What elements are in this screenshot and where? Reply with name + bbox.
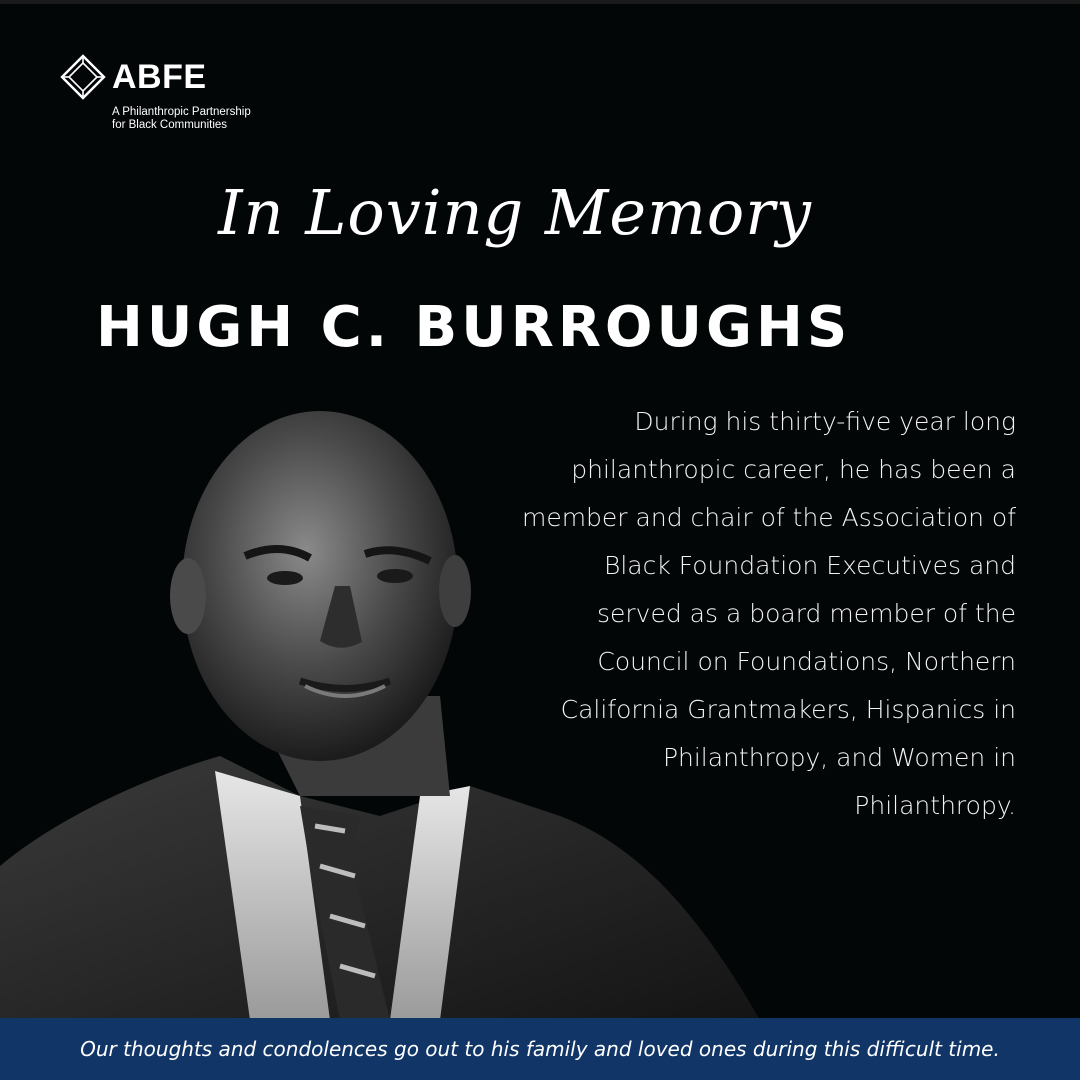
logo-tagline-line-1: A Philanthropic Partnership — [112, 106, 251, 118]
in-loving-memory-heading: In Loving Memory — [218, 176, 812, 249]
biography-text: During his thirty-five year long philanthropic career, he has been a member and chair of the Association of Black Foundation Executives and served as a board member of the Council on Foundations, Northern California Grantmakers, Hispanics in Philanthropy, and Women in Philanthropy. — [521, 407, 1016, 820]
abfe-logo — [60, 52, 280, 132]
logo-tagline — [112, 106, 312, 132]
condolence-banner — [0, 1018, 1080, 1080]
logo-tagline-line-2: for Black Communities — [112, 119, 228, 131]
condolence-message: Our thoughts and condolences go out to his family and loved ones during this difficult time. — [80, 1037, 1000, 1061]
logo-name: ABFE — [112, 58, 207, 96]
honoree-name: HUGH C. BURROUGHS — [96, 295, 852, 360]
diamond-icon — [60, 54, 106, 100]
